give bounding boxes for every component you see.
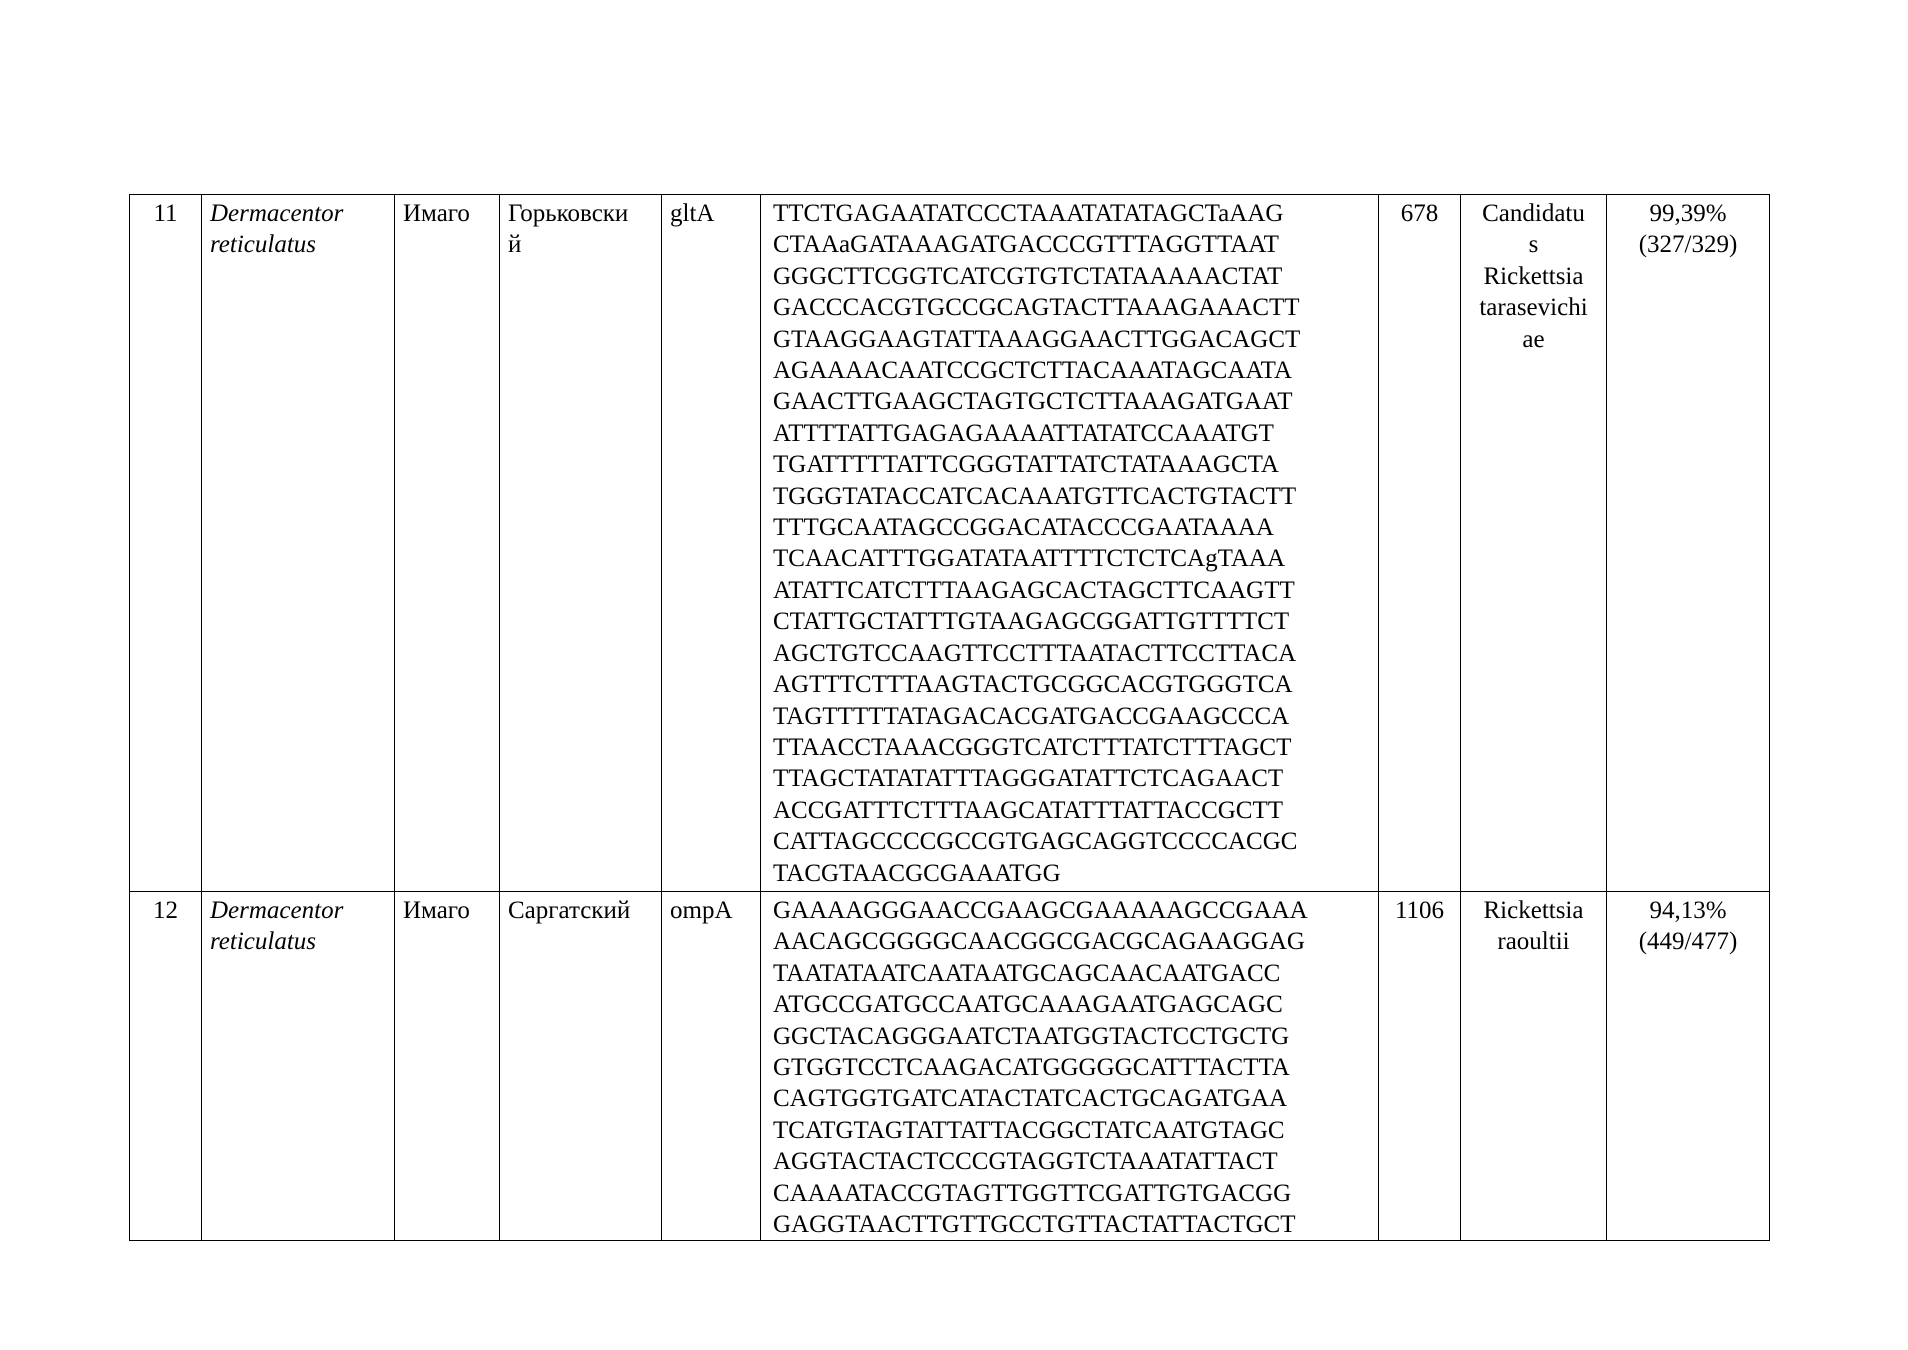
organism-line: Rickettsia bbox=[1483, 897, 1584, 924]
organism-line: tarasevichi bbox=[1479, 294, 1588, 322]
table-body bbox=[130, 195, 1770, 1241]
gene-cell: ompA bbox=[662, 892, 761, 1241]
identity-line: (449/477) bbox=[1638, 928, 1738, 956]
species-line: Dermacentor bbox=[210, 897, 344, 924]
sequence-line: GAGGTAACTTGTTGCCTGTTACTATTACTGCT bbox=[773, 1211, 1296, 1239]
species-line: reticulatus bbox=[210, 928, 317, 956]
length-cell: 1106 bbox=[1379, 892, 1461, 1241]
sequence-line: GAACTTGAAGCTAGTGCTCTTAAAGATGAAT bbox=[773, 388, 1293, 416]
sequence-line: AACAGCGGGGCAACGGCGACGCAGAAGGAG bbox=[773, 928, 1305, 956]
sequence-cell bbox=[761, 195, 1379, 892]
organism-line: raoultii bbox=[1497, 928, 1570, 956]
organism-line: s bbox=[1528, 231, 1539, 259]
sequence-line: GACCCACGTGCCGCAGTACTTAAAGAAACTT bbox=[773, 294, 1300, 322]
sequence-line: GAAAAGGGAACCGAAGCGAAAAAGCCGAAA bbox=[773, 897, 1308, 924]
species-line: reticulatus bbox=[210, 231, 317, 259]
organism-line: ae bbox=[1522, 325, 1545, 353]
sequence-line: TGATTTTTATTCGGGTATTATCTATAAAGCTA bbox=[773, 451, 1279, 479]
sequence-line: TCATGTAGTATTATTACGGCTATCAATGTAGC bbox=[773, 1116, 1285, 1144]
organism-cell bbox=[1461, 892, 1607, 1241]
sequence-line: GGCTACAGGGAATCTAATGGTACTCCTGCTG bbox=[773, 1022, 1290, 1050]
table-row bbox=[130, 195, 1770, 892]
identity-line: 94,13% bbox=[1649, 897, 1727, 924]
sequence-line: TTTGCAATAGCCGGACATACCCGAATAAAA bbox=[773, 514, 1274, 542]
species-cell bbox=[202, 195, 395, 892]
identity-cell bbox=[1607, 892, 1770, 1241]
sequence-line: ATATTCATCTTTAAGAGCACTAGCTTCAAGTT bbox=[773, 576, 1295, 604]
sequence-line: TCAACATTTGGATATAATTTTCTCTCAgTAAA bbox=[773, 545, 1286, 573]
sequence-line: CATTAGCCCCGCCGTGAGCAGGTCCCCACGC bbox=[773, 828, 1298, 856]
organism-line: Rickettsia bbox=[1483, 262, 1584, 290]
organism-line: Candidatu bbox=[1482, 200, 1585, 227]
gene-cell: gltA bbox=[662, 195, 761, 892]
district-line: Горьковски bbox=[508, 200, 629, 227]
sequence-line: TTCTGAGAATATCCCTAAATATATAGCTaAAG bbox=[773, 200, 1284, 227]
species-line: Dermacentor bbox=[210, 200, 344, 227]
results-table bbox=[129, 194, 1770, 1241]
sequence-line: AGCTGTCCAAGTTCCTTTAATACTTCCTTACA bbox=[773, 639, 1297, 667]
stage-cell: Имаго bbox=[395, 195, 500, 892]
sequence-line: TGGGTATACCATCACAAATGTTCACTGTACTT bbox=[773, 482, 1297, 510]
sequence-line: CAAAATACCGTAGTTGGTTCGATTGTGACGG bbox=[773, 1179, 1292, 1207]
species-cell bbox=[202, 892, 395, 1241]
district-line: й bbox=[508, 231, 522, 259]
sequence-line: CTATTGCTATTTGTAAGAGCGGATTGTTTTCT bbox=[773, 608, 1290, 636]
sequence-line: GGGCTTCGGTCATCGTGTCTATAAAAACTAT bbox=[773, 262, 1283, 290]
sequence-line: GTAAGGAAGTATTAAAGGAACTTGGACAGCT bbox=[773, 325, 1301, 353]
sequence-line: TTAGCTATATATTTAGGGATATTCTCAGAACT bbox=[773, 765, 1284, 793]
identity-line: (327/329) bbox=[1638, 231, 1738, 259]
district-line: Саргатский bbox=[508, 897, 631, 924]
stage-cell: Имаго bbox=[395, 892, 500, 1241]
sequence-line: ATTTTATTGAGAGAAAATTATATCCAAATGT bbox=[773, 419, 1274, 447]
sequence-cell bbox=[761, 892, 1379, 1241]
sequence-line: GTGGTCCTCAAGACATGGGGGCATTTACTTA bbox=[773, 1054, 1290, 1082]
district-cell bbox=[500, 892, 662, 1241]
row-number-cell: 11 bbox=[130, 195, 202, 892]
sequence-line: ACCGATTTCTTTAAGCATATTTATTACCGCTT bbox=[773, 796, 1284, 824]
length-cell: 678 bbox=[1379, 195, 1461, 892]
sequence-line: CTAAaGATAAAGATGACCCGTTTAGGTTAAT bbox=[773, 231, 1279, 259]
identity-cell bbox=[1607, 195, 1770, 892]
sequence-line: TACGTAACGCGAAATGG bbox=[773, 859, 1061, 887]
table-row bbox=[130, 892, 1770, 1241]
sequence-line: CAGTGGTGATCATACTATCACTGCAGATGAA bbox=[773, 1085, 1288, 1113]
district-cell bbox=[500, 195, 662, 892]
sequence-line: AGGTACTACTCCCGTAGGTCTAAATATTACT bbox=[773, 1148, 1278, 1176]
sequence-line: TAATATAATCAATAATGCAGCAACAATGACC bbox=[773, 959, 1281, 987]
identity-line: 99,39% bbox=[1649, 200, 1727, 227]
sequence-line: TTAACCTAAACGGGTCATCTTTATCTTTAGCT bbox=[773, 733, 1292, 761]
row-number-cell: 12 bbox=[130, 892, 202, 1241]
sequence-line: ATGCCGATGCCAATGCAAAGAATGAGCAGC bbox=[773, 991, 1283, 1019]
sequence-line: TAGTTTTTATAGACACGATGACCGAAGCCCA bbox=[773, 702, 1290, 730]
sequence-line: AGTTTCTTTAAGTACTGCGGCACGTGGGTCA bbox=[773, 671, 1293, 699]
organism-cell bbox=[1461, 195, 1607, 892]
sequence-line: AGAAAACAATCCGCTCTTACAAATAGCAATA bbox=[773, 357, 1293, 385]
